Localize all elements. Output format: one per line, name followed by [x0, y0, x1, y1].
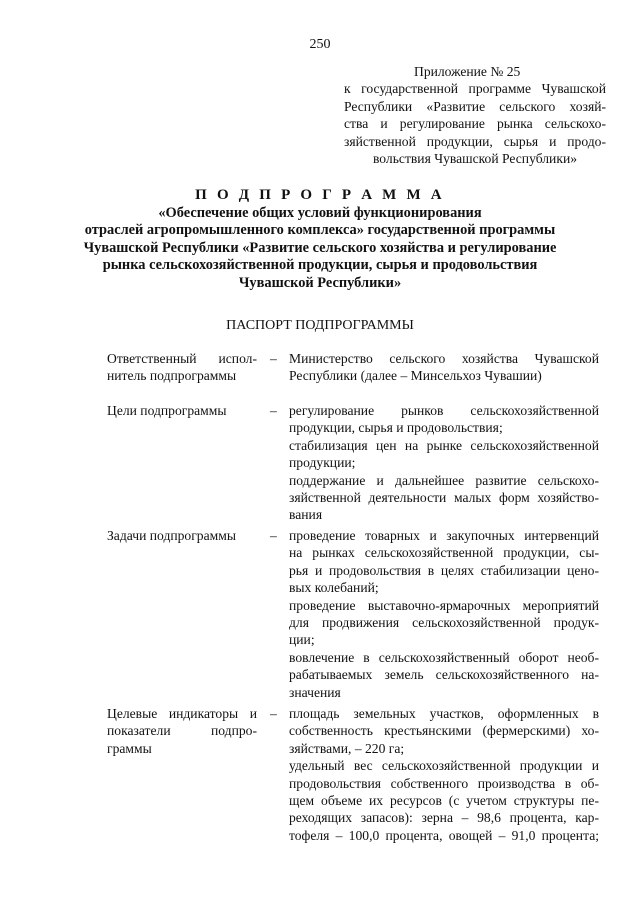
row-content-line: Республики (далее – Минсельхоз Чувашии) [289, 368, 542, 384]
row-content-line: вых колебаний; [289, 580, 379, 596]
row-content-line: для продвижения сельскохозяйственной продук- [289, 615, 599, 631]
row-content-line: вовлечение в сельскохозяйственный оборот необ- [289, 649, 599, 665]
row-label-line: Ответственный испол- [107, 351, 257, 366]
row-dash: – [270, 351, 277, 366]
appendix-heading: Приложение № 25 [414, 64, 521, 79]
row-content-line: продукции, сырья и продовольствия; [289, 420, 503, 436]
appendix-note [344, 63, 606, 167]
row-label-line: Цели подпрограммы [107, 403, 227, 418]
row-content [289, 527, 599, 701]
row-label [107, 350, 257, 385]
row-content-line: продовольствия собственного производства в об- [289, 775, 599, 791]
subprogram-heading: П О Д П Р О Г Р А М М А [195, 187, 445, 203]
row-content-line: удельный вес сельскохозяйственной продукции и [289, 758, 599, 774]
passport-heading: ПАСПОРТ ПОДПРОГРАММЫ [226, 318, 414, 333]
row-label-line: Задачи подпрограммы [107, 528, 236, 543]
appendix-line: Республики «Развитие сельского хозяй- [344, 98, 606, 114]
row-content-line: собственность крестьянскими (фермерскими) хо- [289, 723, 599, 739]
row-dash: – [270, 706, 277, 721]
row-content-line: зяйствами, – 220 га; [289, 740, 405, 756]
row-label [107, 705, 257, 757]
row-content-line: поддержание и дальнейшее развитие сельскохо- [289, 472, 599, 488]
row-content-line: реходящих запасов): зерна – 98,6 процента, кар- [289, 810, 599, 826]
page-number: 250 [309, 37, 331, 52]
row-label-line: нитель подпрограммы [107, 368, 237, 384]
subprogram-name-line: рынка сельскохозяйственной продукции, сырья и продовольствия [102, 257, 538, 274]
row-content-line: щем объеме их ресурсов (с учетом структуры пе- [289, 793, 599, 809]
subprogram-name-line: Чувашской Республики» [238, 274, 402, 291]
row-content-line: вания [289, 507, 323, 523]
row-dash: – [270, 528, 277, 543]
row-content-line: проведение выставочно-ярмарочных мероприятий [289, 597, 599, 613]
appendix-line: вольствия Чувашской Республики» [372, 151, 578, 167]
row-content-line: рья и продовольствия в целях стабилизации цено- [289, 562, 599, 578]
appendix-line: ства и регулирование рынка сельскохо- [344, 116, 606, 132]
row-label-line: граммы [107, 740, 152, 756]
row-content-line: тофеля – 100,0 процента, овощей – 91,0 процента; [289, 827, 599, 843]
subprogram-name-line: Чувашской Республики «Развитие сельского хозяйства и регулирование [83, 239, 557, 256]
row-content-line: зяйственной деятельности малых форм хозяйство- [289, 490, 599, 506]
appendix-line: к государственной программе Чувашской [344, 81, 606, 97]
row-content-line: Министерство сельского хозяйства Чувашской [289, 351, 599, 366]
subprogram-title [60, 187, 580, 293]
row-content-line: ции; [289, 632, 315, 648]
row-content-line: стабилизация цен на рынке сельскохозяйственной [289, 437, 599, 453]
row-content-line: значения [289, 684, 341, 700]
row-label-line: Целевые индикаторы и [107, 706, 257, 721]
row-label [107, 527, 257, 544]
row-content [289, 705, 599, 844]
row-content [289, 402, 599, 524]
row-content [289, 350, 599, 385]
subprogram-name-line: «Обеспечение общих условий функционирования [158, 204, 482, 221]
row-content-line: рабатываемых земель сельскохозяйственного на- [289, 667, 599, 683]
row-content-line: продукции; [289, 455, 356, 471]
row-content-line: на рынках сельскохозяйственной продукции, сы- [289, 545, 599, 561]
row-label-line: показатели подпро- [107, 723, 257, 739]
row-content-line: площадь земельных участков, оформленных в [289, 706, 599, 721]
row-content-line: регулирование рынков сельскохозяйственной [289, 403, 599, 418]
row-dash: – [270, 403, 277, 418]
row-content-line: проведение товарных и закупочных интервенций [289, 528, 599, 543]
appendix-line: зяйственной продукции, сырья и продо- [344, 133, 606, 149]
subprogram-name-line: отраслей агропромышленного комплекса» государственной программы [84, 222, 556, 239]
row-label [107, 402, 257, 419]
